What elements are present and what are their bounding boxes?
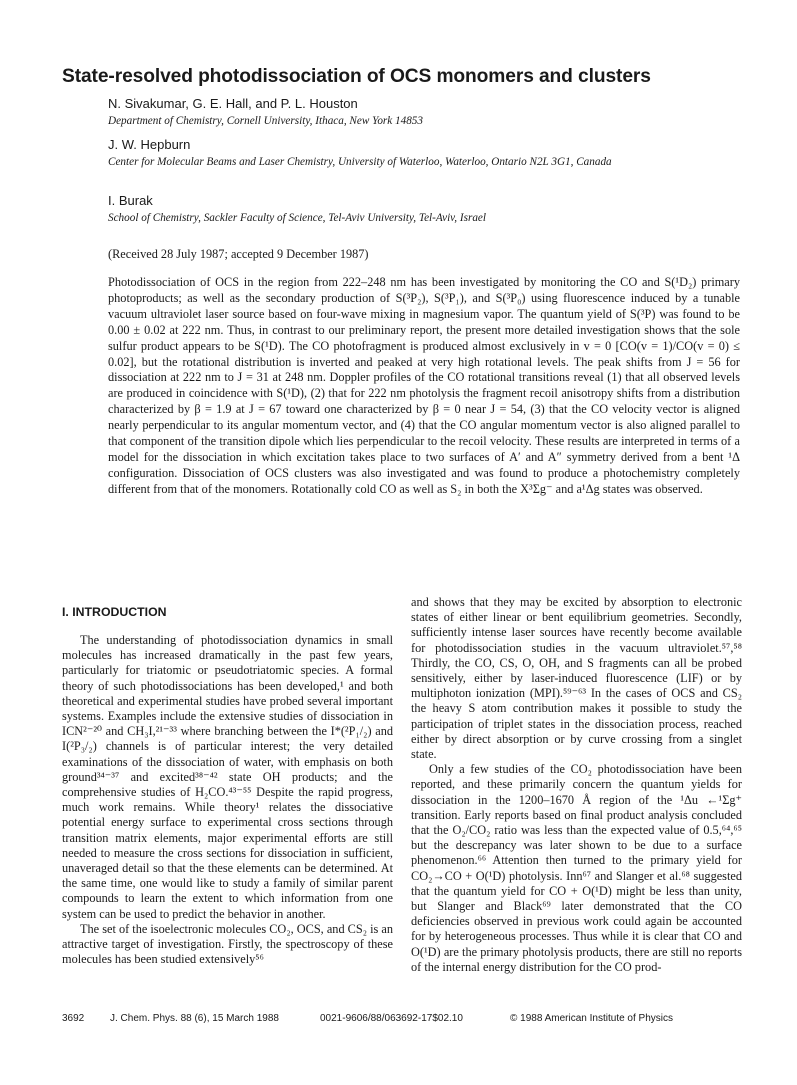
article-code: 0021-9606/88/063692-17$02.10	[320, 1013, 463, 1024]
affiliation-1: Department of Chemistry, Cornell University, Ithaca, New York 14853	[108, 115, 423, 127]
left-column	[62, 595, 393, 967]
paragraph: The understanding of photodissociation dynamics in small molecules has increased dramatically in the past few years, particularly for triatomic or pseudotriatomic species. A formal theory of such photodissociations has been developed,¹ and both theoretical and experimental studies have probed several important systems. Examples include the extensive studies of dissociation in ICN²⁻²⁰ and CH₃I,²¹⁻³³ where branching between the I*(²P₁/₂) and I(²P₃/₂) channels is of particular interest; the very detailed examinations of the dissociation of water, with emphasis on both ground³⁴⁻³⁷ and excited³⁸⁻⁴² state OH products; and the comprehensive studies of H₂CO.⁴³⁻⁵⁵ Despite the rapid progress, much work remains. While theory¹ relates the dissociative potential energy surface to experimental cross sections through transition matrix elements, major experimental efforts are still needed to measure the cross sections for dissociation in sufficient, unaveraged detail so that the these elements can be determined. At the same time, one would like to study a family of similar parent compounds to learn the extent to which information from one system can be used to predict the behavior in another.	[62, 633, 393, 921]
paper-title: State-resolved photodissociation of OCS monomers and clusters	[62, 66, 651, 87]
paragraph: Only a few studies of the CO₂ photodissociation have been reported, and these primarily concern the quantum yields for dissociation in the 1200–1670 Å region of the ¹Δu ←¹Σg⁺ transition. Early reports based on final product analysis concluded that the O₂/CO₂ ratio was less than the expected value of 0.5,⁶⁴,⁶⁵ but the descrepancy was later shown to be due to a surface phenomenon.⁶⁶ Attention then turned to the primary yield for CO₂→CO + O(¹D) photolysis. Inn⁶⁷ and Slanger et al.⁶⁸ suggested that the quantum yield for CO + O(¹D) might be less than unity, but Slanger and Black⁶⁹ later demonstrated that the CO deficiencies observed in previous work could again be accounted for by heterogeneous processes. Thus while it is clear that CO and O(¹D) are the primary photolysis products, there are still no reports of the internal energy distribution for the CO prod-	[411, 762, 742, 974]
received-dates: (Received 28 July 1987; accepted 9 December 1987)	[108, 247, 369, 261]
affiliation-3: School of Chemistry, Sackler Faculty of Science, Tel-Aviv University, Tel-Aviv, Israel	[108, 212, 487, 224]
section-heading: I. INTRODUCTION	[62, 605, 167, 619]
affiliation-2: Center for Molecular Beams and Laser Chemistry, University of Waterloo, Waterloo, Ontario N2L 3G1, Canada	[108, 156, 612, 168]
journal-citation: J. Chem. Phys. 88 (6), 15 March 1988	[110, 1013, 279, 1024]
abstract: Photodissociation of OCS in the region from 222–248 nm has been investigated by monitoring the CO and S(¹D₂) primary photoproducts; as well as the secondary production of S(³P₂), S(³P₁), and S(³P₀) using fluorescence induced by a tunable vacuum ultraviolet laser source based on four-wave mixing in magnesium vapor. The quantum yield of S(³P) was found to be 0.00 ± 0.02 at 222 nm. Thus, in contrast to our preliminary report, the present more detailed investigation shows that the sole sulfur product appears to be S(¹D). The CO photofragment is produced almost exclusively in v = 0 [CO(v = 1)/CO(v = 0) ≤ 0.02], but the rotational distribution is inverted and peaked at very high rotational levels. The peak shifts from J = 56 for dissociation at 222 nm to J = 31 at 248 nm. Doppler profiles of the CO rotational transitions reveal (1) that all observed levels are produced in coincidence with S(¹D), (2) that for 222 nm photolysis the fragment recoil anisotropy shifts from a distribution characterized by β = 1.9 at J = 67 toward one characterized by β = 0 near J = 54, (3) that the CO velocity vector is aligned nearly perpendicular to its angular momentum vector, and (4) that the CO angular momentum vector is also aligned parallel to that component of the transition dipole which lies perpendicular to the recoil velocity. These results are interpreted in terms of a model for the dissociation in which excitation takes place to two surfaces of A′ and A″ symmetry derived from a bent ¹Δ configuration. Dissociation of OCS clusters was also investigated and was found to produce a photochemistry completely different from that of the monomers. Rotationally cold CO as well as S₂ in both the X³Σg⁻ and a¹Δg states was observed.	[108, 275, 740, 496]
right-column	[411, 595, 742, 975]
author-line-1: N. Sivakumar, G. E. Hall, and P. L. Houston	[108, 96, 358, 111]
paragraph: and shows that they may be excited by absorption to electronic states of either linear or bent equilibrium geometries. Secondly, sufficiently intense laser sources have recently become available for photodissociation studies in the vacuum ultraviolet.⁵⁷,⁵⁸ Thirdly, the CO, CS, O, OH, and S fragments can all be probed sensitively, either by laser-induced fluorescence (LIF) or by multiphoton ionization (MPI).⁵⁹⁻⁶³ In the cases of OCS and CS₂ the heavy S atom contribution makes it possible to study the participation of triplet states in the dissociation process, reached either by direct absorption or by curve crossing from a singlet state.	[411, 595, 742, 762]
copyright: © 1988 American Institute of Physics	[510, 1013, 674, 1024]
author-line-2: J. W. Hepburn	[108, 137, 191, 152]
page-number: 3692	[62, 1013, 85, 1024]
paragraph: The set of the isoelectronic molecules CO₂, OCS, and CS₂ is an attractive target of investigation. Firstly, the spectroscopy of these molecules has been studied extensively⁵⁶	[62, 921, 393, 967]
author-line-3: I. Burak	[108, 193, 153, 208]
